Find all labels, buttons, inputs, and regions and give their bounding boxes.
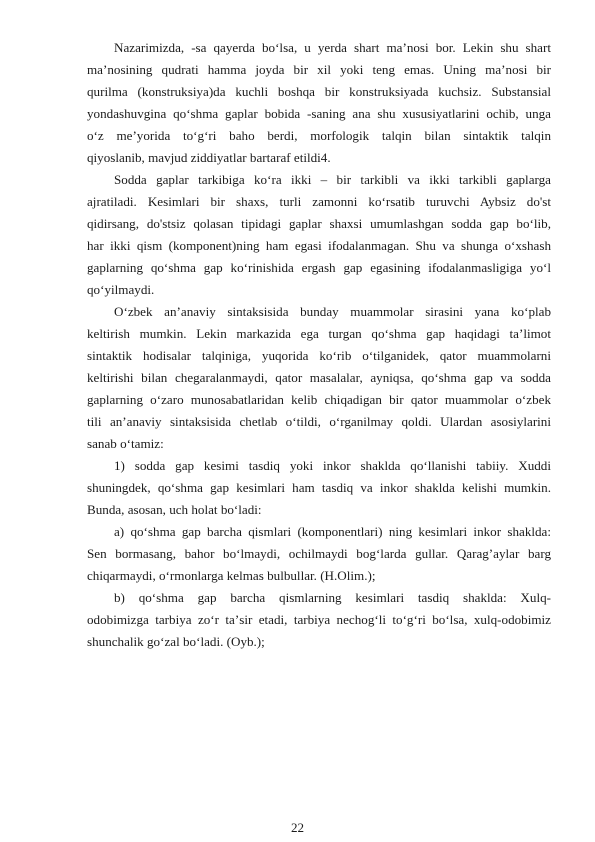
text-line: yondashuvgina qoʻshma gaplar bobida -saning ana shu xususiyatlarini ochib, unga — [87, 106, 551, 121]
text-line: chiqarmaydi, oʻrmonlarga kelmas bulbullar. (H.Olim.); — [87, 568, 376, 583]
text-line: Oʻzbek anʼanaviy sintaksisida bunday muammolar sirasini yana koʻplab — [114, 304, 551, 319]
text-line: gaplarning oʻzaro munosabatlaridan kelib chiqadigan bir qator muammolar oʻzbek — [87, 392, 551, 407]
text-line: tili anʼanaviy sintaksisida chetlab oʻtildi, oʻrganilmay qoldi. Ulardan asosiylarini — [87, 414, 551, 429]
text-line: qoʻyilmaydi. — [87, 282, 155, 297]
text-line: oʻz meʼyorida toʻgʻri baho berdi, morfologik talqin bilan sintaktik talqin — [87, 128, 551, 143]
text-line: keltirish mumkin. Lekin markazida ega turgan qoʻshma gap haqidagi taʼlimot — [87, 326, 551, 341]
text-line: sintaktik hodisalar talqiniga, yuqorida koʻrib oʻtilganidek, qator muammolarni — [87, 348, 551, 363]
text-line: a) qoʻshma gap barcha qismlari (komponentlari) ning kesimlari inkor shaklda: — [114, 524, 551, 539]
paragraph — [87, 169, 551, 301]
page-number: 22 — [290, 820, 305, 835]
paragraph — [87, 37, 551, 169]
text-line: har ikki qism (komponent)ning ham egasi ifodalanmagan. Shu va shunga oʻxshash — [87, 238, 551, 253]
text-line: shuningdek, qoʻshma gap kesimlari ham tasdiq va inkor shaklda kelishi mumkin. — [87, 480, 551, 495]
paragraph — [87, 587, 551, 653]
paragraph — [87, 521, 551, 587]
text-line: shunchalik goʻzal boʻladi. (Oyb.); — [87, 634, 265, 649]
text-line: maʼnosining qudrati hamma joyda bir xil yoki teng emas. Uning maʼnosi bir — [87, 62, 551, 77]
text-line: Nazarimizda, -sa qayerda boʻlsa, u yerda shart maʼnosi bor. Lekin shu shart — [114, 40, 551, 55]
body-text — [87, 37, 551, 653]
text-line: odobimizga tarbiya zoʻr taʼsir etadi, tarbiya nechogʻli toʻgʻri boʻlsa, xulq-odobimiz — [87, 612, 551, 627]
paragraph — [87, 455, 551, 521]
text-line: gaplarning qoʻshma gap koʻrinishida ergash gap egasining ifodalanmasligiga yoʻl — [87, 260, 551, 275]
text-line: Sodda gaplar tarkibiga koʻra ikki – bir tarkibli va ikki tarkibli gaplarga — [114, 172, 551, 187]
text-line: ajratiladi. Kesimlari bir shaxs, turli zamonni koʻrsatib turuvchi Aybsiz do'st — [87, 194, 551, 209]
text-line: Sen bormasang, bahor boʻlmaydi, ochilmaydi bogʻlarda gullar. Qaragʼaylar barg — [87, 546, 551, 561]
text-line: qurilma (konstruksiya)da kuchli boshqa bir konstruksiyada kuchsiz. Substansial — [87, 84, 551, 99]
text-line: 1) sodda gap kesimi tasdiq yoki inkor shaklda qoʻllanishi tabiiy. Xuddi — [114, 458, 551, 473]
text-line: sanab oʻtamiz: — [87, 436, 164, 451]
paragraph — [87, 301, 551, 455]
text-line: b) qoʻshma gap barcha qismlarning kesimlari tasdiq shaklda: Xulq- — [114, 590, 551, 605]
text-line: qidirsang, do'stsiz qolasan tipidagi gaplar shaxsi umumlashgan sodda gap boʻlib, — [87, 216, 551, 231]
text-line: keltirishi bilan chegaralanmaydi, qator masalalar, ayniqsa, qoʻshma gap va sodda — [87, 370, 551, 385]
text-line: qiyoslanib, mavjud ziddiyatlar bartaraf etildi4. — [87, 150, 331, 165]
text-line: Bunda, asosan, uch holat boʻladi: — [87, 502, 262, 517]
